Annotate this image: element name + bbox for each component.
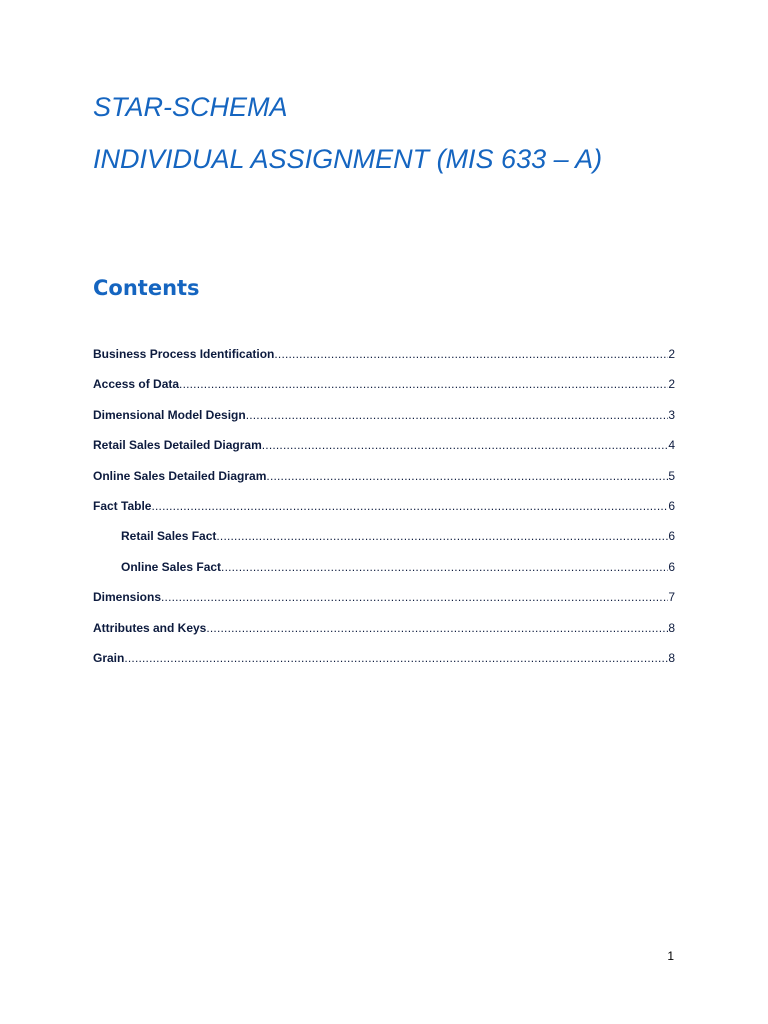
toc-entry-label: Online Sales Detailed Diagram bbox=[93, 468, 267, 483]
table-of-contents bbox=[93, 347, 675, 681]
toc-dot-leader bbox=[151, 499, 668, 513]
toc-entry-online-sales-fact[interactable] bbox=[93, 560, 675, 590]
toc-entry-page: 4 bbox=[668, 438, 675, 453]
toc-entry-page: 6 bbox=[668, 559, 675, 574]
toc-dot-leader bbox=[206, 621, 668, 635]
toc-entry-fact-table[interactable] bbox=[93, 499, 675, 529]
toc-entry-retail-sales-fact[interactable] bbox=[93, 529, 675, 559]
toc-entry-label: Business Process Identification bbox=[93, 347, 275, 361]
toc-dot-leader bbox=[246, 408, 669, 422]
toc-entry-label: Dimensional Model Design bbox=[93, 407, 246, 422]
toc-entry-label: Retail Sales Fact bbox=[121, 529, 217, 544]
toc-entry-label: Online Sales Fact bbox=[121, 559, 222, 574]
toc-dot-leader bbox=[124, 651, 668, 665]
toc-entry-page: 7 bbox=[668, 590, 675, 605]
toc-entry-page: 8 bbox=[668, 650, 675, 665]
toc-dot-leader bbox=[161, 590, 668, 604]
toc-dot-leader bbox=[266, 469, 668, 483]
page-number: 1 bbox=[667, 949, 674, 963]
toc-entry-retail-sales-detailed-diagram[interactable] bbox=[93, 438, 675, 468]
toc-entry-page: 2 bbox=[668, 377, 675, 392]
toc-entry-label: Grain bbox=[93, 650, 125, 665]
toc-dot-leader bbox=[274, 347, 668, 361]
toc-entry-label: Retail Sales Detailed Diagram bbox=[93, 438, 262, 453]
toc-entry-online-sales-detailed-diagram[interactable] bbox=[93, 469, 675, 499]
toc-entry-attributes-and-keys[interactable] bbox=[93, 621, 675, 651]
toc-entry-label: Access of Data bbox=[93, 377, 180, 392]
document-title-line-1: STAR-SCHEMA bbox=[93, 92, 288, 122]
toc-entry-page: 2 bbox=[668, 347, 675, 361]
toc-entry-page: 6 bbox=[668, 498, 675, 513]
document-title-line-2: INDIVIDUAL ASSIGNMENT (MIS 633 – A) bbox=[93, 144, 603, 174]
toc-entry-page: 3 bbox=[668, 407, 675, 422]
toc-dot-leader bbox=[221, 560, 668, 574]
toc-entry-page: 5 bbox=[668, 468, 675, 483]
toc-dot-leader bbox=[262, 438, 669, 452]
toc-entry-page: 6 bbox=[668, 529, 675, 544]
toc-entry-label: Attributes and Keys bbox=[93, 620, 207, 635]
toc-entry-dimensions[interactable] bbox=[93, 590, 675, 620]
toc-entry-label: Dimensions bbox=[93, 590, 162, 605]
toc-entry-access-of-data[interactable] bbox=[93, 377, 675, 407]
contents-heading: Contents bbox=[93, 276, 200, 300]
toc-entry-page: 8 bbox=[668, 620, 675, 635]
toc-entry-dimensional-model-design[interactable] bbox=[93, 408, 675, 438]
toc-dot-leader bbox=[179, 377, 668, 391]
toc-entry-label: Fact Table bbox=[93, 498, 152, 513]
toc-dot-leader bbox=[216, 529, 668, 543]
toc-entry-business-process-identification[interactable] bbox=[93, 347, 675, 377]
toc-entry-grain[interactable] bbox=[93, 651, 675, 681]
